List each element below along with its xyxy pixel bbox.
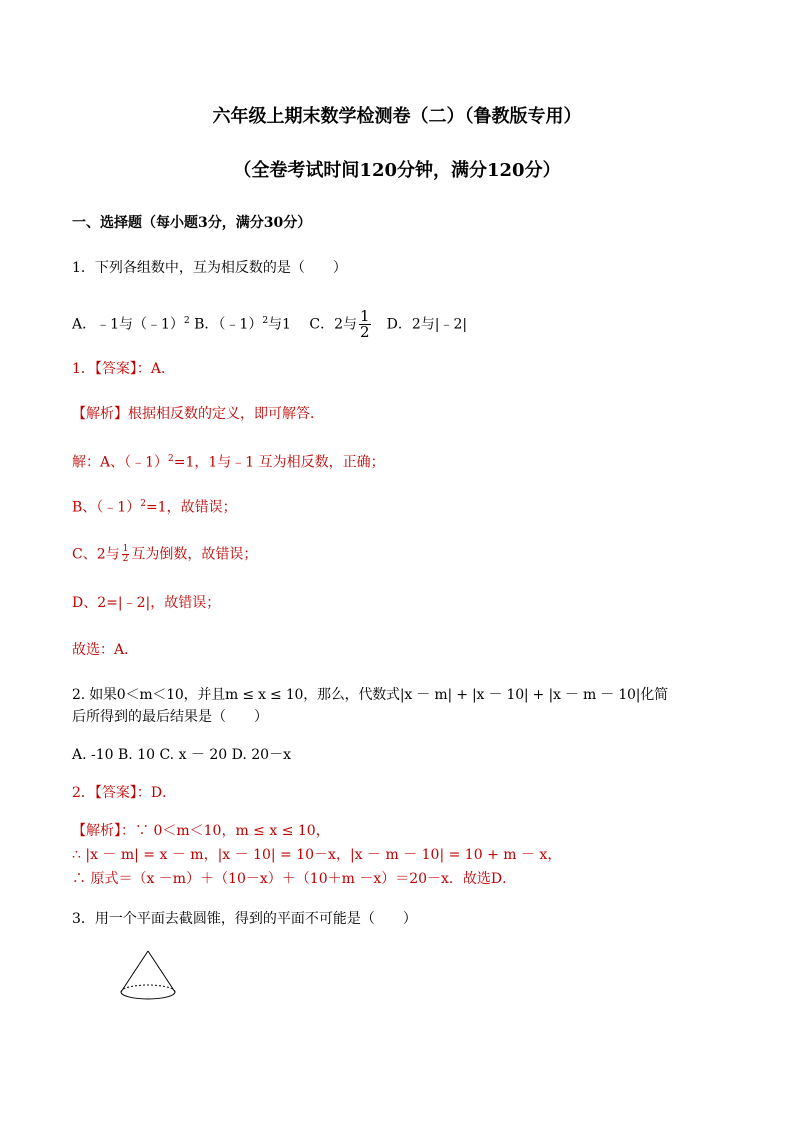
question-2-answer: 2．【答案】：D． bbox=[72, 785, 177, 801]
option-b-text: B．（﹣1） bbox=[189, 316, 263, 333]
solution-c-denominator: 2 bbox=[122, 554, 129, 564]
question-2-options: A. -10 B. 10 C. x － 20 D. 20－x bbox=[72, 747, 291, 763]
solution-a-suffix: =1，1与﹣1 互为相反数，正确； bbox=[173, 454, 385, 471]
option-c-text: 与1 C．2与 bbox=[268, 316, 358, 333]
question-1-answer: 1．【答案】：A． bbox=[72, 361, 176, 377]
section-heading: 一、选择题（每小题3分，满分30分） bbox=[72, 215, 312, 231]
cone-base-front bbox=[121, 992, 175, 999]
option-a-exponent: 2 bbox=[183, 315, 190, 326]
cone-base-back bbox=[121, 985, 175, 992]
question-1-options bbox=[72, 309, 467, 340]
question-1-stem: 1．下列各组数中，互为相反数的是（ ） bbox=[72, 260, 347, 276]
question-1-solution-b bbox=[72, 495, 237, 517]
question-2-stem-line1: 2. 如果0＜m＜10，并且m ≤ x ≤ 10，那么，代数式|x － m| + |x － 10| + |x － m － 10|化简 bbox=[72, 687, 668, 703]
question-2-step-2: ∴ 原式＝（x －m）＋（10－x）＋（10＋m －x）＝20－x．故选D． bbox=[72, 871, 517, 887]
cone-right-edge bbox=[148, 951, 175, 992]
option-b-exponent: 2 bbox=[262, 315, 269, 326]
solution-c-prefix: C、2与 bbox=[72, 546, 120, 563]
question-1-solution-d: D、2=|﹣2|，故错误； bbox=[72, 595, 221, 611]
question-3-stem: 3．用一个平面去截圆锥，得到的平面不可能是（ ） bbox=[72, 911, 417, 927]
option-c-denominator: 2 bbox=[360, 323, 370, 341]
solution-b-suffix: =1，故错误； bbox=[145, 499, 237, 516]
document-title: 六年级上期末数学检测卷（二）（鲁教版专用） bbox=[212, 106, 582, 127]
question-2-step-1: ∴ |x － m| = x － m，|x － 10| = 10－x，|x － m － 10| = 10 + m － x， bbox=[72, 847, 562, 863]
option-a-text: A．﹣1与（﹣1） bbox=[72, 316, 184, 333]
option-c-fraction bbox=[359, 309, 371, 340]
question-2-stem-line2: 后所得到的最后结果是（ ） bbox=[72, 709, 268, 725]
solution-b-exponent: 2 bbox=[140, 499, 146, 509]
cone-figure bbox=[118, 948, 178, 1004]
option-c-numerator: 1 bbox=[360, 307, 370, 325]
solution-b-prefix: B、（﹣1） bbox=[72, 499, 141, 516]
question-1-solution-a bbox=[72, 450, 385, 472]
question-1-analysis: 【解析】根据相反数的定义，即可解答． bbox=[72, 406, 324, 422]
cone-left-edge bbox=[121, 951, 148, 992]
solution-c-fraction bbox=[122, 545, 130, 564]
option-d-text: D．2与|﹣2| bbox=[372, 316, 468, 333]
document-subtitle: （全卷考试时间120分钟，满分120分） bbox=[233, 160, 561, 181]
solution-a-prefix: 解：A、（﹣1） bbox=[72, 454, 169, 471]
question-2-analysis: 【解析】：∵ 0＜m＜10，m ≤ x ≤ 10， bbox=[72, 823, 330, 839]
question-1-solution-c bbox=[72, 545, 257, 564]
question-1-choice: 故选：A． bbox=[72, 642, 139, 658]
solution-c-suffix: 互为倒数，故错误； bbox=[131, 546, 258, 563]
solution-a-exponent: 2 bbox=[168, 454, 174, 464]
solution-c-numerator: 1 bbox=[122, 544, 129, 554]
